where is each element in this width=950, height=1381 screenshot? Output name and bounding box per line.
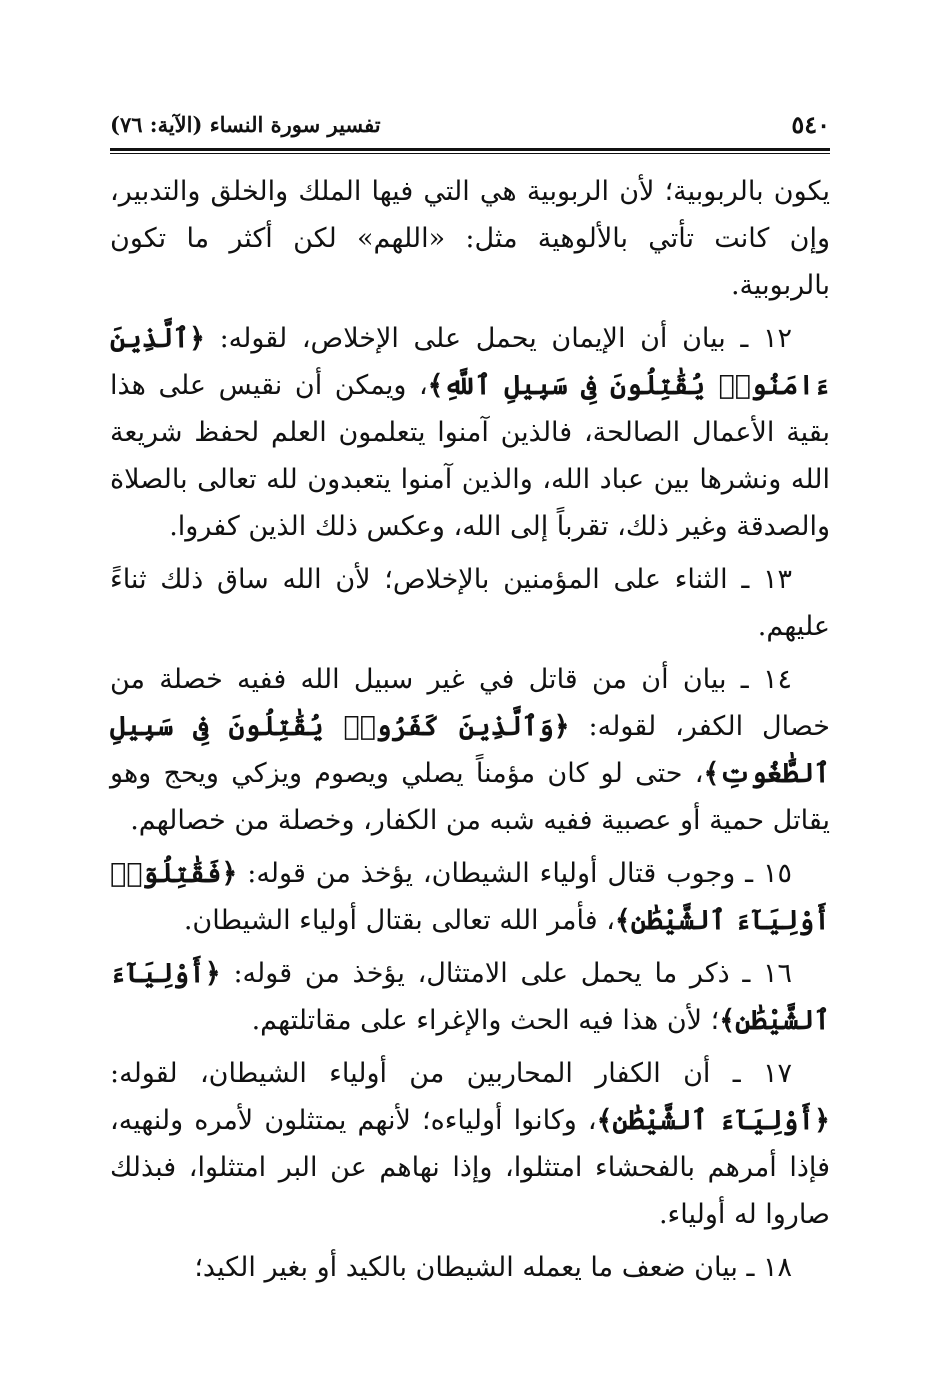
paragraph-text: ، حتى لو كان مؤمناً يصلي ويصوم ويزكي ويحج وهو يقاتل حمية أو عصبية ففيه شبه من الكفار، وخصلة من خصالهم.: [110, 758, 830, 836]
paragraph-text: ١٥ ـ وجوب قتال أولياء الشيطان، يؤخذ من قوله:: [237, 858, 792, 889]
header-rule-thin: [110, 153, 830, 154]
paragraph: [110, 556, 830, 650]
paragraph: [110, 950, 830, 1044]
paragraph-text: ١٧ ـ أن الكفار المحاربين من أولياء الشيطان، لقوله:: [110, 1058, 792, 1089]
page-number: ٥٤٠: [791, 110, 830, 139]
paragraph-text: ، ويمكن أن نقيس على هذا بقية الأعمال الصالحة، فالذين آمنوا يتعلمون العلم لحفظ شريعة الله ونشرها بين عباد الله، والذين آمنوا يتعبدون لله تعالى بالصلاة والصدقة وغير ذلك، تقرباً إلى الله، وعكس ذلك الذين كفروا.: [110, 370, 830, 542]
paragraph: [110, 1244, 830, 1291]
quran-quote: ﴿فَقَٰتِلُوٓا۟ أَوْلِيَآءَ ٱلشَّيْطَٰنِ﴾: [110, 858, 830, 936]
paragraph: [110, 168, 830, 309]
paragraph-text: ١٣ ـ الثناء على المؤمنين بالإخلاص؛ لأن الله ساق ذلك ثناءً عليهم.: [110, 564, 830, 642]
running-header: [110, 108, 830, 142]
paragraph: [110, 1050, 830, 1238]
paragraph-text: ، فأمر الله تعالى بقتال أولياء الشيطان.: [183, 905, 615, 936]
running-title: تفسير سورة النساء (الآية: ٧٦): [110, 112, 381, 137]
quran-quote: ﴿وَٱلَّذِينَ كَفَرُوا۟ يُقَٰتِلُونَ فِى سَبِيلِ ٱلطَّٰغُوتِ﴾: [110, 711, 830, 789]
paragraph: [110, 656, 830, 844]
paragraph-text: يكون بالربوبية؛ لأن الربوبية هي التي فيها الملك والخلق والتدبير، وإن كانت تأتي بالألوهية مثل: «اللهم» لكن أكثر ما تكون بالربوبية.: [110, 176, 830, 301]
paragraph-text: ، وكانوا أولياءه؛ لأنهم يمتثلون لأمره ولنهيه، فإذا أمرهم بالفحشاء امتثلوا، وإذا نهاهم عن البر امتثلوا، فبذلك صاروا له أولياء.: [110, 1105, 830, 1230]
paragraph-text: ١٤ ـ بيان أن من قاتل في غير سبيل الله ففيه خصلة من خصال الكفر، لقوله:: [110, 664, 830, 742]
paragraph-text: ؛ لأن هذا فيه الحث والإغراء على مقاتلتهم.: [251, 1005, 720, 1036]
paragraph: [110, 850, 830, 944]
paragraph-text: ١٢ ـ بيان أن الإيمان يحمل على الإخلاص، لقوله:: [204, 323, 792, 354]
paragraph-text: ١٨ ـ بيان ضعف ما يعمله الشيطان بالكيد أو بغير الكيد؛: [194, 1252, 792, 1283]
book-page: [110, 108, 830, 1297]
header-rule: [110, 148, 830, 151]
quran-quote: ﴿أَوْلِيَآءَ ٱلشَّيْطَٰنِ﴾: [110, 958, 830, 1036]
paragraph: [110, 315, 830, 550]
paragraph-text: ١٦ ـ ذكر ما يحمل على الامتثال، يؤخذ من قوله:: [220, 958, 792, 989]
body-text: [110, 168, 830, 1291]
quran-quote: ﴿ٱلَّذِينَ ءَامَنُوا۟ يُقَٰتِلُونَ فِى سَبِيلِ ٱللَّهِ﴾: [110, 323, 830, 401]
quran-quote: ﴿أَوْلِيَآءَ ٱلشَّيْطَٰنِ﴾: [596, 1105, 831, 1136]
